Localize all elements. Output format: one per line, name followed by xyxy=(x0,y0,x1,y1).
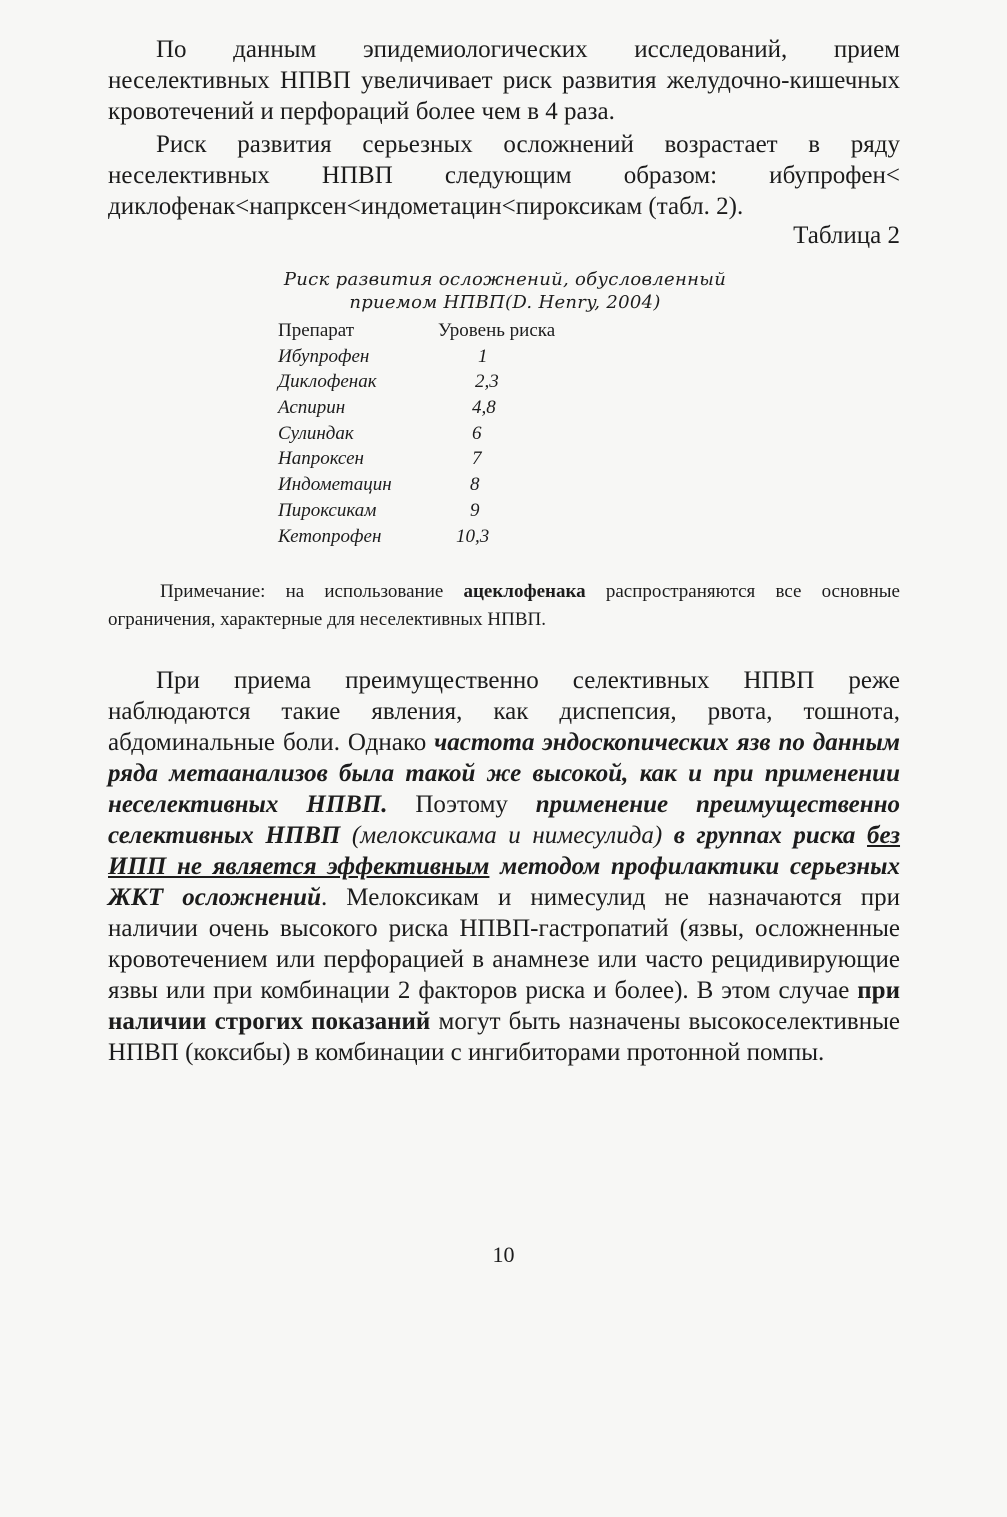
drug-name: Индометацин xyxy=(278,474,392,496)
p3-drug-examples: (мелоксикама и нимесулида) xyxy=(340,822,674,849)
risk-value: 8 xyxy=(470,474,480,496)
drug-name: Диклофенак xyxy=(278,371,377,393)
drug-name: Кетопрофен xyxy=(278,525,382,547)
paragraph-risk-order: Риск развития серьезных осложнений возрастает в ряду неселективных НПВП следующим образом: ибупрофен< диклофенак<напрксен<индометацин<пироксикам (табл. 2). xyxy=(108,131,900,220)
note-text-start: Примечание: на использование xyxy=(160,581,464,602)
drug-name: Пироксикам xyxy=(278,499,377,521)
risk-value: 9 xyxy=(470,499,480,521)
risk-value: 4,8 xyxy=(472,397,496,419)
p3-emphasis-risk-groups: в группах риска xyxy=(673,822,868,849)
p3-text-2: Поэтому xyxy=(387,791,536,818)
paragraph-selective-nsaid xyxy=(108,665,900,1068)
p3-emphasis-ulcer-frequency: частота эндоскопических язв по данным ряда метаанализов была такой же высокой, как и при применении неселективных НПВП. xyxy=(108,729,900,818)
p3-emphasis-selective-use: применение преимущественно селективных НПВП xyxy=(108,791,900,849)
p3-emphasis-strict-indications: при наличии строгих показаний xyxy=(108,977,900,1035)
drug-name: Сулиндак xyxy=(278,422,354,444)
table-caption-line2: приемом НПВП(D. Henry, 2004) xyxy=(349,292,661,313)
risk-value: 2,3 xyxy=(475,371,499,393)
p3-text-1: При приема преимущественно селективных НПВП реже наблюдаются такие явления, как диспепсия, рвота, тошнота, абдоминальные боли. Однако xyxy=(108,667,900,756)
risk-value: 1 xyxy=(478,345,488,367)
drug-name: Ибупрофен xyxy=(278,345,370,367)
p3-text-3: . Мелоксикам и нимесулид не назначаются при наличии очень высокого риска НПВП-гастропатий (язвы, осложненные кровотечением или перфорацией в анамнезе или часто рецидивирующие язвы или при комбинации 2 факторов риска и более). В этом случае xyxy=(108,884,900,1004)
table-note xyxy=(108,578,900,634)
table-caption xyxy=(200,268,810,314)
risk-value: 6 xyxy=(472,422,482,444)
drug-name: Аспирин xyxy=(278,397,346,419)
note-drug-name: ацеклофенака xyxy=(463,581,586,602)
table-label: Таблица 2 xyxy=(793,222,900,249)
header-risk: Уровень риска xyxy=(438,320,556,341)
p3-text-4: могут быть назначены высокоселективные НПВП (коксибы) в комбинации с ингибиторами протонной помпы. xyxy=(108,1008,900,1066)
p3-emphasis-prevention-method: методом профилактики серьезных ЖКТ осложнений xyxy=(108,853,900,911)
header-drug: Препарат xyxy=(278,320,354,341)
page-number: 10 xyxy=(492,1242,515,1267)
p3-emphasis-without-ppi: без ИПП не является эффективным xyxy=(108,822,901,880)
note-text-end: распространяются все основные ограничения, характерные для неселективных НПВП. xyxy=(108,581,900,630)
table-caption-line1: Риск развития осложнений, обусловленный xyxy=(283,269,727,290)
risk-value: 7 xyxy=(472,448,482,470)
risk-value: 10,3 xyxy=(456,525,490,547)
paragraph-epidemiology: По данным эпидемиологических исследований, прием неселективных НПВП увеличивает риск развития желудочно-кишечных кровотечений и перфораций более чем в 4 раза. xyxy=(108,36,900,125)
drug-name: Напроксен xyxy=(278,448,364,470)
